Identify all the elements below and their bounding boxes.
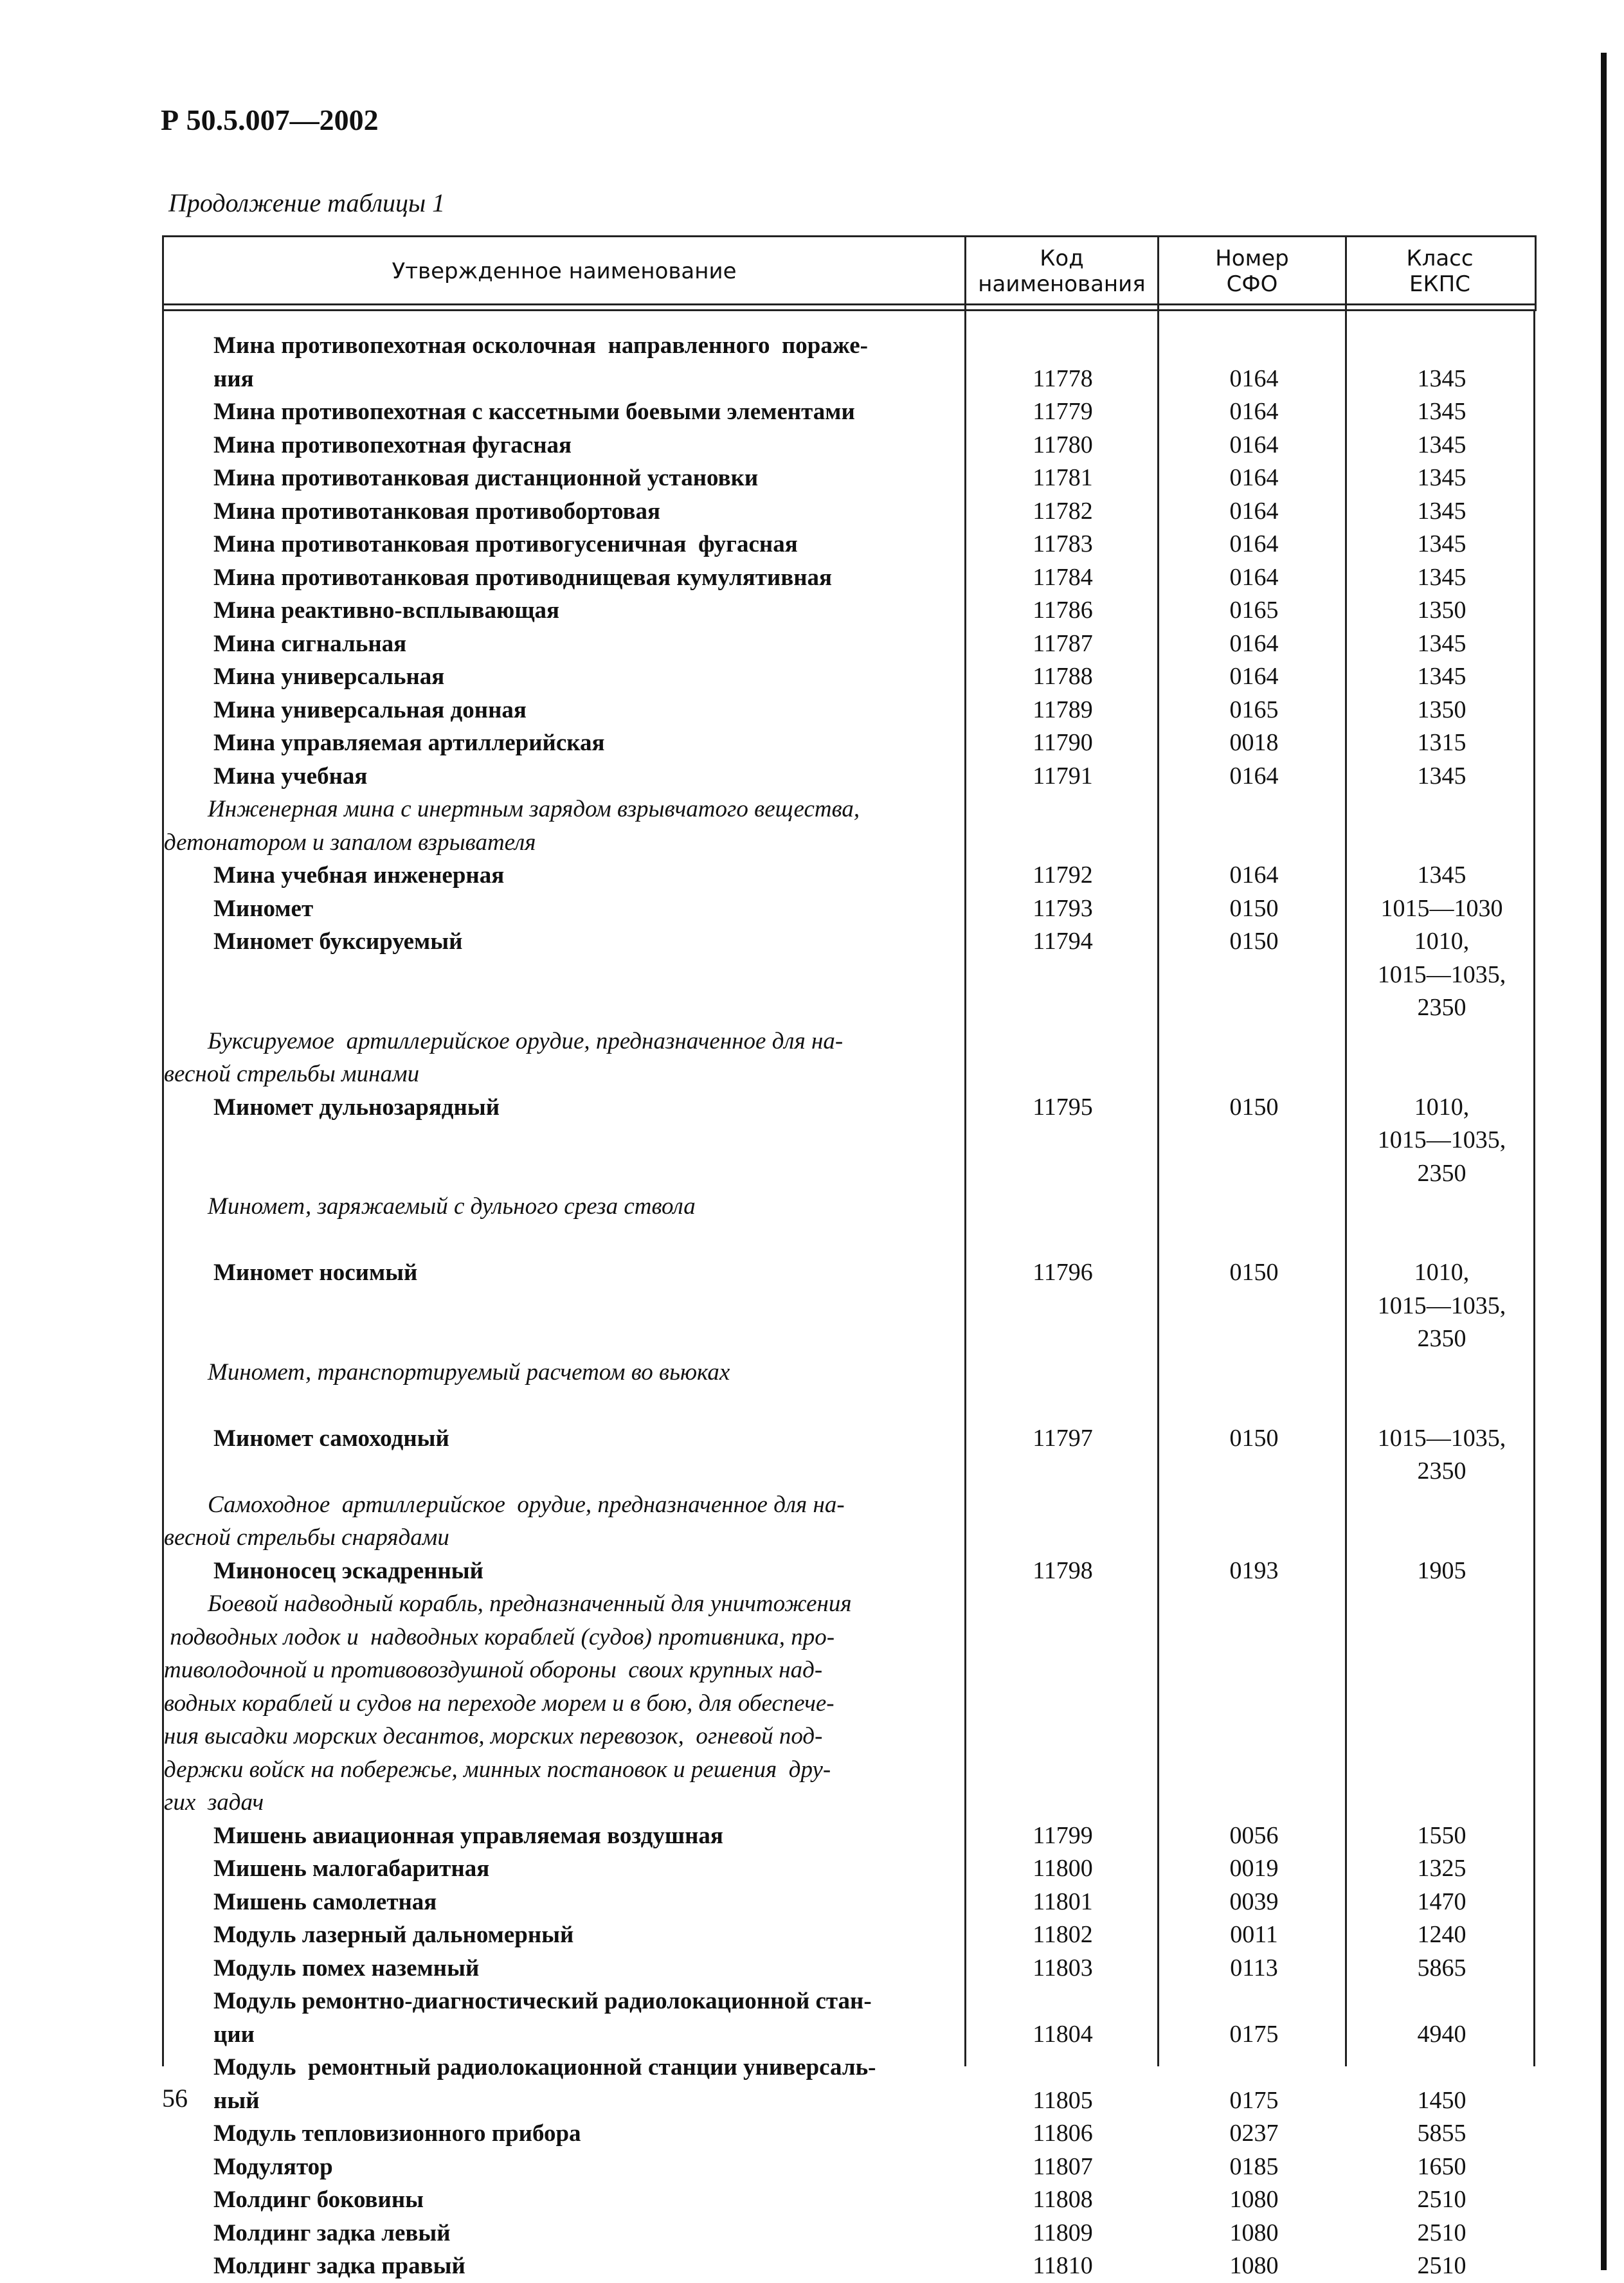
sfo-number: 0150 [1229,894,1279,922]
table-row [164,2151,1533,2184]
sfo-number: 0175 [1229,2086,1279,2114]
approved-name: Миномет буксируемый [213,928,463,955]
approved-name: Миномет самоходный [213,1425,449,1452]
approved-name: Мина универсальная [213,663,445,690]
name-code: 11798 [1033,1557,1093,1584]
ekps-class: 1345 [1417,862,1466,889]
table-row [164,892,1533,926]
sfo-number: 0113 [1230,1954,1278,1981]
name-code: 11809 [1033,2219,1093,2246]
approved-name: Модуль помех наземный [213,1954,480,1981]
name-code: 11805 [1033,2086,1093,2114]
ekps-class: 1345 [1417,563,1466,591]
name-code: 11796 [1033,1259,1093,1286]
sfo-number: 0150 [1229,1259,1279,1286]
sfo-number: 0164 [1229,464,1279,491]
document-id: Р 50.5.007—2002 [161,104,379,136]
sfo-number: 0150 [1229,1093,1279,1121]
table-row [164,1886,1533,1919]
approved-name: Мина противотанковая противобортовая [213,498,661,525]
approved-name: Миномет носимый [213,1259,418,1286]
ekps-class: 2510 [1417,2252,1466,2279]
table-caption: Продолжение таблицы 1 [168,188,446,217]
table-row [164,660,1533,694]
approved-name: Мина противотанковая дистанционной установки [213,465,759,491]
table-row [164,329,1533,395]
row-description [164,793,1533,859]
ekps-class: 1345 [1417,398,1466,425]
sfo-number: 0193 [1229,1557,1279,1584]
approved-name: Мина реактивно-всплывающая [213,597,560,624]
approved-name: Модуль ремонтно-диагностический радиолокационной стан- ции [213,1988,872,2048]
ekps-class: 1240 [1417,1921,1466,1948]
sfo-number: 0011 [1230,1921,1278,1948]
name-code: 11801 [1033,1888,1093,1915]
sfo-number: 1080 [1229,2219,1279,2246]
sfo-number: 0164 [1229,629,1279,657]
sfo-number: 0150 [1229,1424,1279,1452]
sfo-number: 0056 [1229,1821,1279,1849]
name-code: 11791 [1033,762,1093,790]
name-code: 11795 [1033,1093,1093,1121]
sfo-number: 1080 [1229,2186,1279,2213]
sfo-number: 0164 [1229,762,1279,790]
name-code: 11780 [1033,431,1093,458]
name-code: 11807 [1033,2152,1093,2180]
approved-name: Мина противотанковая противоднищевая кумулятивная [213,564,833,591]
ekps-class: 1350 [1417,696,1466,723]
name-code: 11784 [1033,563,1093,591]
table-row [164,1985,1533,2051]
row-description [164,1587,1533,1819]
ekps-class: 5855 [1417,2120,1466,2147]
name-code: 11783 [1033,530,1093,557]
table-row [164,2117,1533,2151]
table-row [164,726,1533,760]
name-code: 11786 [1033,597,1093,624]
name-code: 11802 [1033,1921,1093,1948]
table-row [164,1852,1533,1886]
approved-name: Мина учебная инженерная [213,862,505,889]
table-row [164,859,1533,892]
name-code: 11803 [1033,1954,1093,1981]
sfo-number: 0164 [1229,530,1279,557]
name-code: 11787 [1033,629,1093,657]
sfo-number: 0164 [1229,398,1279,425]
ekps-class: 1010, 1015—1035, 2350 [1377,1259,1506,1352]
approved-name: Молдинг задка левый [213,2219,451,2246]
ekps-class: 4940 [1417,2020,1466,2048]
table-row [164,528,1533,561]
table-row [164,395,1533,429]
header-code: Код наименования [978,246,1146,297]
ekps-class: 1015—1035, 2350 [1377,1424,1506,1484]
ekps-class: 1345 [1417,497,1466,525]
name-code: 11800 [1033,1855,1093,1882]
ekps-class: 1315 [1417,729,1466,756]
table-row [164,760,1533,793]
name-code: 11808 [1033,2186,1093,2213]
column-rule-right [1533,311,1535,2066]
ekps-class: 1345 [1417,629,1466,657]
approved-name: Мина противопехотная с кассетными боевыми элементами [213,399,855,425]
table-row [164,627,1533,661]
ekps-class: 1345 [1417,663,1466,690]
table-row [164,1819,1533,1853]
name-code: 11797 [1033,1424,1093,1452]
header-ekps: Класс ЕКПС [1406,246,1474,297]
ekps-class: 1325 [1417,1855,1466,1882]
row-description [164,1356,1533,1389]
approved-name: Миномет [213,895,314,922]
ekps-class: 5865 [1417,1954,1466,1981]
name-code: 11779 [1033,398,1093,425]
ekps-class: 1345 [1417,762,1466,790]
approved-name: Мина управляемая артиллерийская [213,730,605,756]
ekps-class: 1905 [1417,1557,1466,1584]
approved-name: Мина противопехотная осколочная направленного пораже- ния [213,332,868,392]
name-code: 11810 [1033,2252,1093,2279]
ekps-class: 1345 [1417,365,1466,392]
header-name: Утвержденное наименование [392,258,737,284]
approved-name: Мишень малогабаритная [213,1855,490,1882]
name-code: 11794 [1033,928,1093,955]
ekps-class: 1345 [1417,431,1466,458]
ekps-class: 1015—1030 [1380,894,1503,922]
table-row [164,2051,1533,2117]
sfo-number: 0039 [1229,1888,1279,1915]
name-code: 11790 [1033,729,1093,756]
description-text: Миномет, транспортируемый расчетом во вьюках [208,1358,730,1385]
approved-name: Мина противопехотная фугасная [213,431,572,458]
sfo-number: 0175 [1229,2020,1279,2048]
ekps-class: 1345 [1417,464,1466,491]
name-code: 11778 [1033,365,1093,392]
approved-name: Миноносец эскадренный [213,1557,483,1584]
name-code: 11789 [1033,696,1093,723]
name-code: 11781 [1033,464,1093,491]
name-code: 11799 [1033,1821,1093,1849]
sfo-number: 0164 [1229,365,1279,392]
ekps-class: 1345 [1417,530,1466,557]
approved-name: Мина сигнальная [213,630,407,657]
ekps-class: 2510 [1417,2219,1466,2246]
table-row [164,2183,1533,2217]
header-sfo: Номер СФО [1215,246,1289,297]
ekps-class: 1450 [1417,2086,1466,2114]
approved-name: Миномет дульнозарядный [213,1094,500,1121]
approved-name: Молдинг боковины [213,2187,424,2213]
table-row [164,2250,1533,2283]
table-row [164,2217,1533,2250]
sfo-number: 0164 [1229,663,1279,690]
sfo-number: 0018 [1229,729,1279,756]
table-row [164,594,1533,627]
sfo-number: 0185 [1229,2152,1279,2180]
page-edge-rule [1601,53,1607,2270]
header-rule-bottom [162,309,1537,311]
sfo-number: 0164 [1229,862,1279,889]
description-text: Боевой надводный корабль, предназначенный для уничтожения подводных лодок и надводных кораблей (судов) противника, про- тиволодочной и противовоздушной обороны своих крупных над- водных кораблей и судов на переходе морем и в бою, для обеспече- ния высадки морских десантов, морских перевозок, огневой под- держки войск на побережье, минных постановок и решения дру- гих задач [164,1591,852,1816]
sfo-number: 0164 [1229,563,1279,591]
approved-name: Молдинг задка правый [213,2253,465,2279]
table-row [164,1091,1533,1191]
table-row [164,1422,1533,1488]
table-row [164,495,1533,528]
approved-name: Мина противотанковая противогусеничная фугасная [213,531,798,557]
name-code: 11806 [1033,2120,1093,2147]
approved-name: Мишень авиационная управляемая воздушная [213,1822,723,1849]
name-code: 11793 [1033,894,1093,922]
ekps-class: 1470 [1417,1888,1466,1915]
page-number: 56 [162,2084,188,2113]
sfo-number: 0150 [1229,928,1279,955]
sfo-number: 0237 [1229,2120,1279,2147]
description-text: Инженерная мина с инертным зарядом взрывчатого вещества, детонатором и запалом взрывателя [164,796,860,856]
approved-name: Мина учебная [213,763,368,790]
table-row [164,1256,1533,1356]
description-text: Миномет, заряжаемый с дульного среза ствола [208,1193,696,1220]
table-row [164,429,1533,462]
approved-name: Модуль ремонтный радиолокационной станции универсаль- ный [213,2054,876,2114]
ekps-class: 1550 [1417,1821,1466,1849]
table-row [164,1555,1533,1588]
description-text: Самоходное артиллерийское орудие, предназначенное для на- весной стрельбы снарядами [164,1491,845,1551]
sfo-number: 0164 [1229,497,1279,525]
sfo-number: 0164 [1229,431,1279,458]
ekps-class: 2510 [1417,2186,1466,2213]
approved-name: Модуль лазерный дальномерный [213,1922,574,1948]
ekps-class: 1650 [1417,2152,1466,2180]
table-row [164,1918,1533,1952]
table-row [164,1952,1533,1985]
approved-name: Модулятор [213,2153,333,2180]
row-description [164,1025,1533,1091]
name-code: 11792 [1033,862,1093,889]
table-row [164,925,1533,1025]
row-description [164,1488,1533,1555]
approved-name: Мишень самолетная [213,1888,437,1915]
name-code: 11788 [1033,663,1093,690]
table-row [164,561,1533,595]
approved-name: Мина универсальная донная [213,696,527,723]
name-code: 11782 [1033,497,1093,525]
description-text: Буксируемое артиллерийское орудие, предназначенное для на- весной стрельбы минами [164,1027,844,1087]
approved-name: Модуль тепловизионного прибора [213,2120,581,2147]
ekps-class: 1010, 1015—1035, 2350 [1377,928,1506,1021]
sfo-number: 0019 [1229,1855,1279,1882]
ekps-class: 1010, 1015—1035, 2350 [1377,1093,1506,1187]
sfo-number: 1080 [1229,2252,1279,2279]
table-row [164,694,1533,727]
sfo-number: 0165 [1229,597,1279,624]
sfo-number: 0165 [1229,696,1279,723]
name-code: 11804 [1033,2020,1093,2048]
row-description [164,1190,1533,1223]
ekps-class: 1350 [1417,597,1466,624]
table-row [164,462,1533,495]
